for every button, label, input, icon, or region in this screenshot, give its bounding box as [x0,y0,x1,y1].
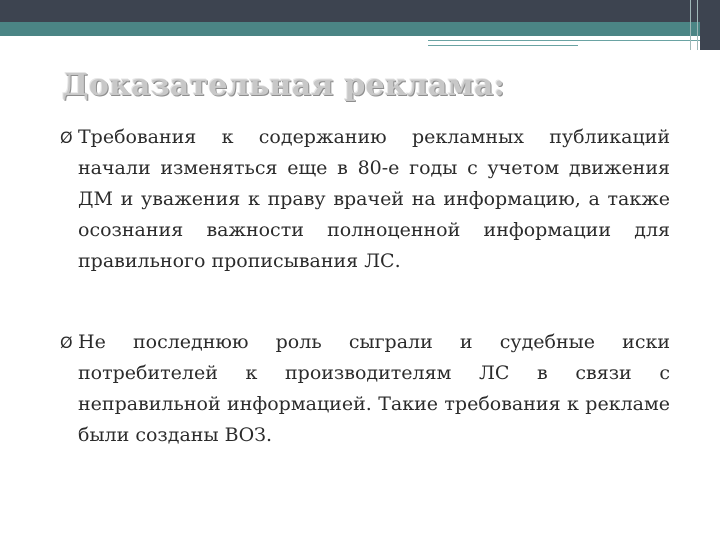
bullet-text: Требования к содержанию рекламных публикаций начали изменяться еще в 80-е годы с учетом движения ДМ и уважения к праву врачей на информацию, а также осознания важности полноценной информации для правильного прописывания ЛС. [78,126,670,272]
header-decor-lines [0,36,700,50]
bullet-arrow-icon: Ø [60,128,73,147]
bullet-text: Не последнюю роль сыграли и судебные иски потребителей к производителям ЛС в связи с неправильной информацией. Такие требования к рекламе были созданы ВОЗ. [78,331,670,446]
header-corner-block [700,0,720,50]
header-teal-band [0,22,700,36]
bullet-item [60,327,670,451]
header-divider-line [697,0,698,50]
bullet-item [60,122,670,277]
header-bar [0,0,720,22]
header-divider-line [690,0,691,50]
bullet-arrow-icon: Ø [60,333,73,352]
slide-title: Доказательная реклама: [62,68,505,103]
